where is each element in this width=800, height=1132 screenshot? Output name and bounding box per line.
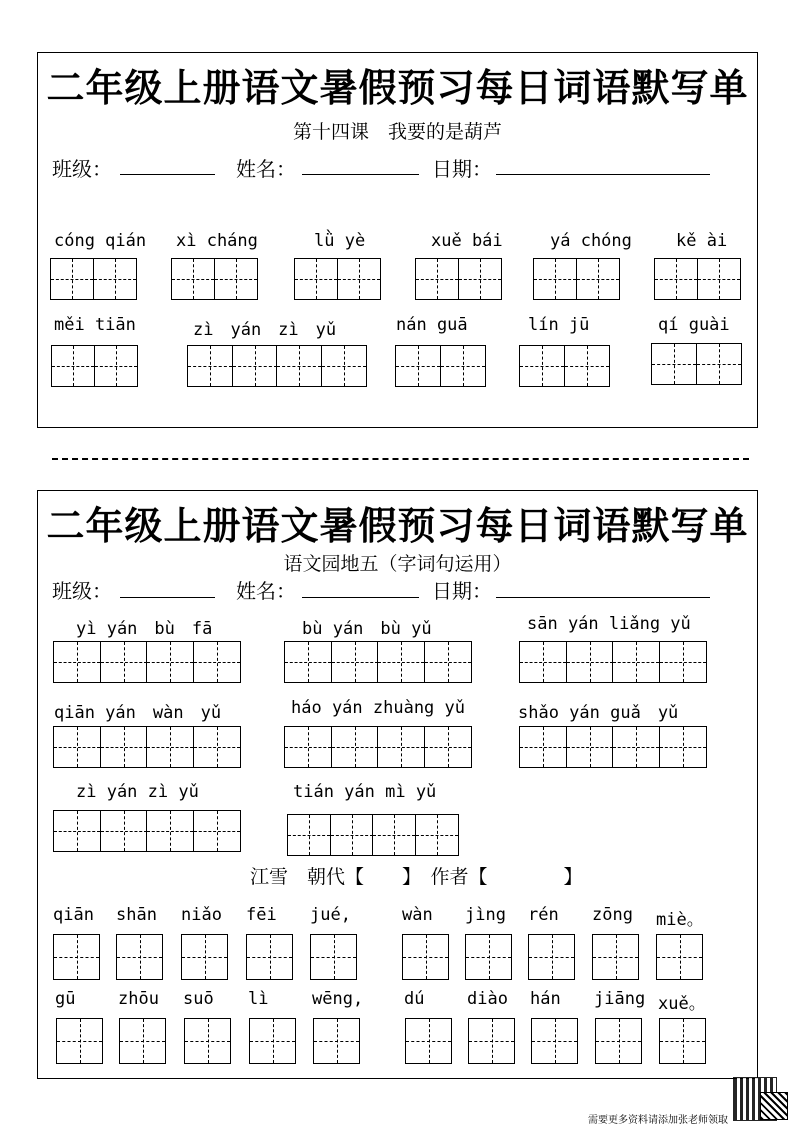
writing-grid[interactable] — [171, 258, 258, 300]
writing-grid[interactable] — [533, 258, 620, 300]
worksheet-2-lesson: 语文园地五（字词句运用） — [283, 553, 512, 575]
cut-line — [52, 458, 749, 460]
poem-writing-box[interactable] — [246, 934, 293, 980]
poem-pinyin: shān — [116, 905, 157, 925]
poem-pinyin: miè。 — [656, 910, 704, 930]
pinyin-label: nán guā — [396, 315, 468, 335]
poem-pinyin: fēi — [246, 905, 277, 925]
writing-grid[interactable] — [50, 258, 137, 300]
pinyin-label: tián yán mì yǔ — [293, 782, 437, 802]
writing-grid[interactable] — [395, 345, 486, 387]
name-field[interactable] — [302, 597, 419, 598]
poem-writing-box[interactable] — [405, 1018, 452, 1064]
pinyin-label: sān yán liǎng yǔ — [527, 614, 691, 634]
writing-grid[interactable] — [187, 345, 367, 387]
writing-grid[interactable] — [651, 343, 742, 385]
worksheet-2 — [37, 490, 758, 1079]
pinyin-label: shǎo yán guǎ yǔ — [518, 703, 679, 723]
poem-writing-box[interactable] — [310, 934, 357, 980]
pinyin-label: qiān yán wàn yǔ — [54, 703, 222, 723]
poem-pinyin: gū — [55, 989, 76, 1009]
poem-writing-box[interactable] — [313, 1018, 360, 1064]
poem-pinyin: zhōu — [118, 989, 159, 1009]
poem-pinyin: rén — [528, 905, 559, 925]
writing-grid[interactable] — [654, 258, 741, 300]
pinyin-label: zì yán zì yǔ — [193, 320, 337, 340]
poem-writing-box[interactable] — [468, 1018, 515, 1064]
pinyin-label: lín jū — [528, 315, 590, 335]
pinyin-label: měi tiān — [54, 315, 136, 335]
class-field[interactable] — [120, 174, 215, 175]
class-label: 班级： — [52, 579, 112, 603]
poem-pinyin: niǎo — [181, 905, 222, 925]
writing-grid[interactable] — [287, 814, 459, 856]
class-field[interactable] — [120, 597, 215, 598]
writing-grid[interactable] — [53, 810, 241, 852]
poem-pinyin: zōng — [592, 905, 633, 925]
writing-grid[interactable] — [51, 345, 138, 387]
writing-grid[interactable] — [53, 641, 241, 683]
pinyin-label: bù yán bù yǔ — [302, 619, 432, 639]
poem-writing-box[interactable] — [465, 934, 512, 980]
avatar-icon — [760, 1092, 788, 1120]
poem-writing-box[interactable] — [119, 1018, 166, 1064]
writing-grid[interactable] — [519, 641, 707, 683]
writing-grid[interactable] — [415, 258, 502, 300]
poem-writing-box[interactable] — [116, 934, 163, 980]
writing-grid[interactable] — [294, 258, 381, 300]
pinyin-label: yì yán bù fā — [76, 619, 213, 639]
worksheet-1 — [37, 52, 758, 428]
pinyin-label: kě ài — [676, 231, 728, 251]
poem-title: 江雪 朝代【 】 作者【 】 — [250, 866, 583, 888]
poem-writing-box[interactable] — [656, 934, 703, 980]
writing-grid[interactable] — [519, 726, 707, 768]
poem-writing-box[interactable] — [181, 934, 228, 980]
poem-pinyin: jiāng — [594, 989, 646, 1009]
pinyin-label: lǜ yè — [314, 231, 366, 251]
poem-pinyin: suō — [183, 989, 214, 1009]
poem-pinyin: jué, — [310, 905, 351, 925]
writing-grid[interactable] — [284, 726, 472, 768]
poem-writing-box[interactable] — [249, 1018, 296, 1064]
pinyin-label: xì cháng — [176, 231, 258, 251]
writing-grid[interactable] — [519, 345, 610, 387]
poem-writing-box[interactable] — [531, 1018, 578, 1064]
pinyin-label: háo yán zhuàng yǔ — [291, 698, 465, 718]
poem-pinyin: qiān — [53, 905, 94, 925]
writing-grid[interactable] — [53, 726, 241, 768]
poem-writing-box[interactable] — [402, 934, 449, 980]
poem-writing-box[interactable] — [592, 934, 639, 980]
poem-pinyin: jìng — [465, 905, 506, 925]
name-label: 姓名： — [236, 579, 296, 603]
poem-writing-box[interactable] — [659, 1018, 706, 1064]
worksheet-2-title: 二年级上册语文暑假预习每日词语默写单 — [46, 503, 749, 548]
poem-pinyin: dú — [404, 989, 425, 1009]
pinyin-label: yá chóng — [550, 231, 632, 251]
date-label: 日期： — [432, 579, 492, 603]
poem-writing-box[interactable] — [56, 1018, 103, 1064]
writing-grid[interactable] — [284, 641, 472, 683]
poem-pinyin: hán — [530, 989, 561, 1009]
footer-note: 需要更多资料请添加张老师领取 — [588, 1115, 728, 1126]
pinyin-label: qí guài — [658, 315, 730, 335]
poem-pinyin: diào — [467, 989, 508, 1009]
worksheet-1-lesson: 第十四课 我要的是葫芦 — [292, 121, 502, 143]
name-field[interactable] — [302, 174, 419, 175]
poem-pinyin: wēng, — [312, 989, 364, 1009]
poem-pinyin: lì — [248, 989, 269, 1009]
name-label: 姓名： — [236, 157, 296, 181]
poem-writing-box[interactable] — [184, 1018, 231, 1064]
date-field[interactable] — [496, 174, 710, 175]
poem-writing-box[interactable] — [53, 934, 100, 980]
class-label: 班级： — [52, 157, 112, 181]
poem-pinyin: wàn — [402, 905, 433, 925]
pinyin-label: xuě bái — [431, 231, 503, 251]
date-label: 日期： — [432, 157, 492, 181]
date-field[interactable] — [496, 597, 710, 598]
pinyin-label: zì yán zì yǔ — [76, 782, 199, 802]
poem-writing-box[interactable] — [528, 934, 575, 980]
worksheet-1-title: 二年级上册语文暑假预习每日词语默写单 — [46, 65, 749, 110]
pinyin-label: cóng qián — [54, 231, 147, 251]
poem-pinyin: xuě。 — [658, 994, 706, 1014]
poem-writing-box[interactable] — [595, 1018, 642, 1064]
